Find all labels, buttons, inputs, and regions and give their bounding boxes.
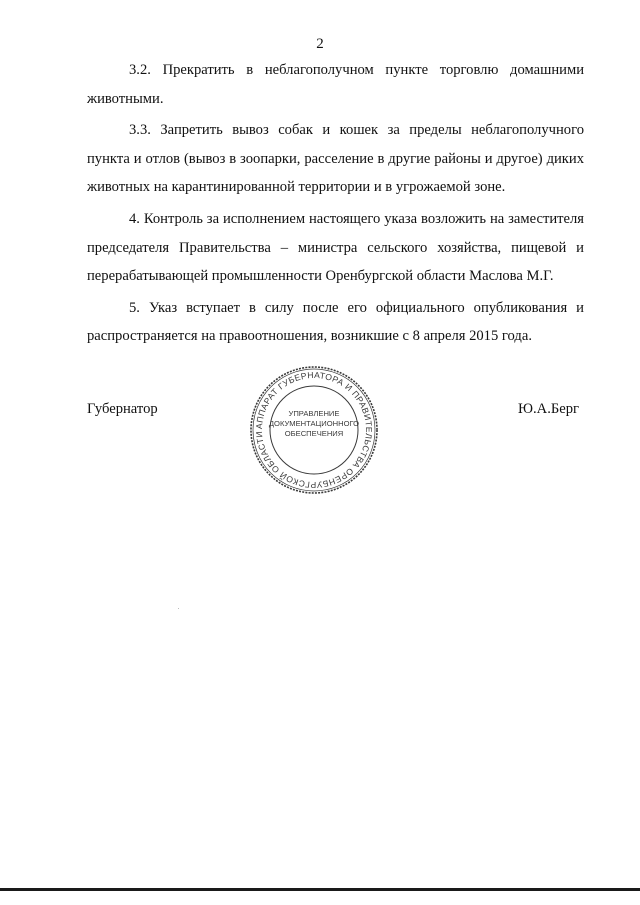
decree-body — [87, 56, 584, 354]
signatory-title: Губернатор — [87, 401, 158, 417]
paragraph-4: 4. Контроль за исполнением настоящего указа возложить на заместителя председателя Правительства – министра сельского хозяйства, пищевой и перерабатывающей промышленности Оренбургской области Маслова М.Г. — [87, 210, 584, 285]
scan-speck — [178, 608, 179, 609]
paragraph-3-2: 3.2. Прекратить в неблагополучном пункте торговлю домашними животными. — [87, 62, 584, 107]
page-bottom-rule — [0, 888, 640, 891]
signatory-name: Ю.А.Берг — [518, 401, 579, 417]
seal-center-line-1: УПРАВЛЕНИЕ — [288, 409, 340, 418]
seal-ring-text: АППАРАТ ГУБЕРНАТОРА И ПРАВИТЕЛЬСТВА ОРЕНБУРГСКОЙ ОБЛАСТИ — [253, 369, 375, 491]
paragraph-3-3: 3.3. Запретить вывоз собак и кошек за пределы неблагополучного пункта и отлов (вывоз в зоопарки, расселение в другие районы и другое) диких животных на карантинированной территории и в угрожаемой зоне. — [87, 122, 584, 196]
seal-center-line-2: ДОКУМЕНТАЦИОННОГО — [268, 419, 360, 428]
page-number: 2 — [316, 36, 324, 52]
paragraph-5: 5. Указ вступает в силу после его официального опубликования и распространяется на правоотношения, возникшие с 8 апреля 2015 года. — [87, 299, 584, 345]
official-seal-stamp — [248, 364, 380, 496]
seal-icon — [248, 364, 380, 496]
seal-center-line-3: ОБЕСПЕЧЕНИЯ — [284, 429, 344, 438]
